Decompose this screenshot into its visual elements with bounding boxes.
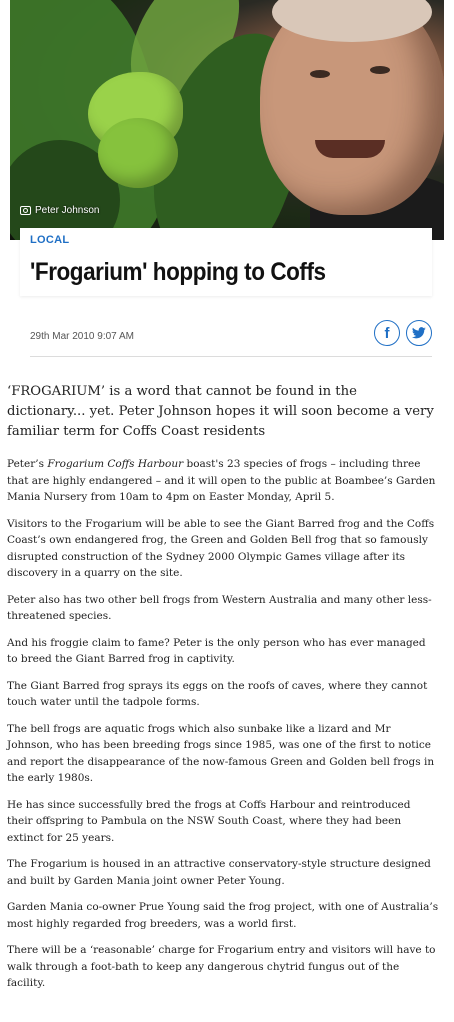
divider [30, 356, 432, 357]
article-paragraph: Peter also has two other bell frogs from Western Australia and many other less-threatened species. [7, 593, 432, 622]
article-body [7, 382, 439, 1002]
camera-icon [20, 206, 31, 215]
mouth-shape [315, 140, 385, 158]
article-lead: ‘FROGARIUM’ is a word that cannot be found in the dictionary... yet. Peter Johnson hopes it will soon become a very familiar term for Coffs Coast residents [7, 384, 434, 439]
publish-date: 29th Mar 2010 9:07 AM [30, 331, 134, 342]
article-paragraph: The Giant Barred frog sprays its eggs on the roofs of caves, where they cannot touch water until the tadpole forms. [7, 679, 428, 708]
article-paragraph: The bell frogs are aquatic frogs which also sunbake like a lizard and Mr Johnson, who has been breeding frogs since 1985, was one of the first to notice and report the disappearance of the now-famous Green and Golden bell frogs in the early 1980s. [7, 722, 435, 784]
article-paragraph: Garden Mania co-owner Prue Young said the frog project, with one of Australia’s most highly regarded frog breeders, was a world first. [7, 901, 439, 930]
facebook-share-button[interactable] [374, 320, 400, 346]
photo-credit-text: Peter Johnson [35, 205, 100, 216]
para-text: Peter’s [7, 458, 48, 470]
twitter-share-button[interactable] [406, 320, 432, 346]
article-title: 'Frogarium' hopping to Coffs [30, 258, 326, 286]
article-paragraph: There will be a ‘reasonable’ charge for Frogarium entry and visitors will have to walk through a foot-bath to keep any dangerous chytrid fungus out of the facility. [7, 944, 436, 989]
para-italic: Frogarium Coffs Harbour [47, 458, 184, 470]
article-paragraph: He has since successfully bred the frogs at Coffs Harbour and reintroduced their offspring to Pambula on the NSW South Coast, where they had been extinct for 25 years. [7, 798, 411, 844]
eye-shape [370, 66, 390, 74]
facebook-icon: f [384, 324, 390, 342]
hero-photo [10, 0, 444, 240]
para-text: boast's 23 species of frogs – including three that are highly endangered – and it will open to the public at Boambee’s Garden Mania Nursery from 10am to 4pm on Easter Monday, April 5. [7, 458, 436, 503]
photo-credit [20, 205, 100, 216]
article-paragraph: And his froggie claim to fame? Peter is the only person who has ever managed to breed the Giant Barred frog in captivity. [7, 636, 426, 665]
article-paragraph [7, 456, 439, 506]
article-paragraph: The Frogarium is housed in an attractive conservatory-style structure designed and built by Garden Mania joint owner Peter Young. [7, 858, 431, 887]
section-tag[interactable]: LOCAL [30, 234, 70, 246]
article-paragraph: Visitors to the Frogarium will be able to see the Giant Barred frog and the Coffs Coast’s own endangered frog, the Green and Golden Bell frog that so famously disrupted construction of the Sydney 2000 Olympic Games village after its discovery in a quarry on the site. [7, 517, 435, 579]
frog-shape [98, 118, 178, 188]
eye-shape [310, 70, 330, 78]
twitter-icon [412, 327, 426, 339]
